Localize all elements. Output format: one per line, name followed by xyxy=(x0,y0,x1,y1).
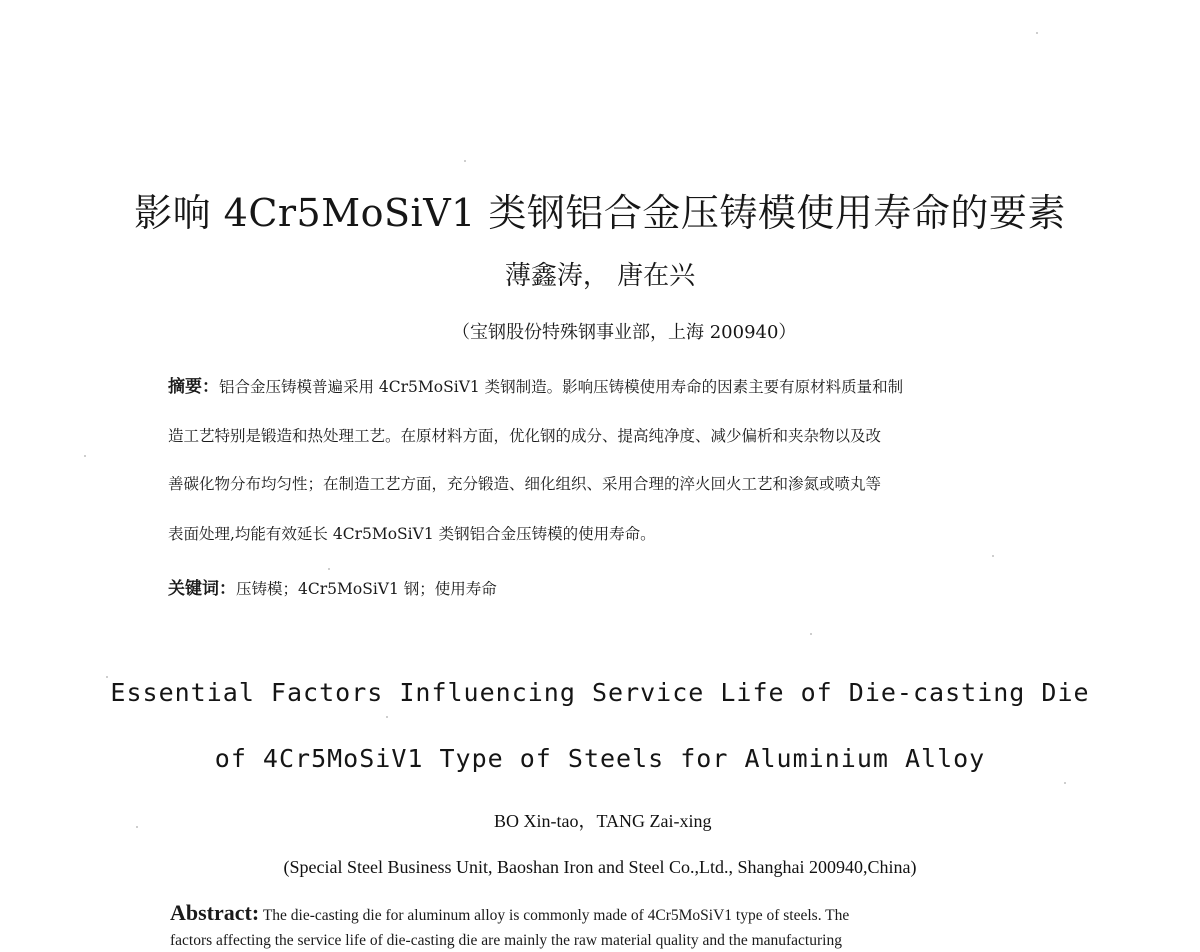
chinese-keywords xyxy=(168,574,1036,599)
scan-speck xyxy=(464,160,466,162)
chinese-abstract-text: 铝合金压铸模普遍采用 4Cr5MoSiV1 类钢制造。影响压铸模使用寿命的因素主要有原材料质量和制 xyxy=(219,378,904,396)
scan-speck xyxy=(992,555,994,557)
scan-speck xyxy=(84,455,86,457)
chinese-title: 影响 4Cr5MoSiV1 类钢铝合金压铸模使用寿命的要素 xyxy=(134,191,1066,235)
chinese-affiliation: （宝钢股份特殊钢事业部，上海 200940） xyxy=(452,322,797,343)
scan-speck xyxy=(136,826,138,828)
chinese-abstract-line-1 xyxy=(168,372,1036,397)
chinese-abstract-label: 摘要： xyxy=(168,377,219,397)
english-affiliation: (Special Steel Business Unit, Baoshan Iron and Steel Co.,Ltd., Shanghai 200940,China) xyxy=(283,857,917,877)
chinese-keywords-label: 关键词： xyxy=(168,579,236,599)
scan-speck xyxy=(1036,32,1038,34)
scan-speck xyxy=(1064,782,1066,784)
scan-speck xyxy=(810,633,812,635)
scan-speck xyxy=(386,716,388,718)
chinese-abstract-line-4: 表面处理,均能有效延长 4Cr5MoSiV1 类钢铝合金压铸模的使用寿命。 xyxy=(168,525,656,543)
english-abstract-line-1 xyxy=(170,900,1036,926)
english-abstract-line-2: factors affecting the service life of die-casting die are mainly the raw material quality and the manufacturing xyxy=(170,932,842,949)
english-abstract-label: Abstract: xyxy=(170,900,260,925)
chinese-authors: 薄鑫涛， 唐在兴 xyxy=(504,261,696,291)
chinese-abstract-line-2: 造工艺特别是锻造和热处理工艺。在原材料方面，优化钢的成分、提高纯净度、减少偏析和夹杂物以及改 xyxy=(168,427,882,445)
english-abstract-text-1: The die-casting die for aluminum alloy is commonly made of 4Cr5MoSiV1 type of steels. The xyxy=(262,907,850,924)
scan-speck xyxy=(106,676,108,678)
english-title-line-2: of 4Cr5MoSiV1 Type of Steels for Aluminium Alloy xyxy=(214,744,986,773)
chinese-keywords-text: 压铸模；4Cr5MoSiV1 钢；使用寿命 xyxy=(236,580,497,598)
english-title-line-1: Essential Factors Influencing Service Life of Die-casting Die xyxy=(110,678,1090,707)
chinese-abstract-line-3: 善碳化物分布均匀性；在制造工艺方面，充分锻造、细化组织、采用合理的淬火回火工艺和渗氮或喷丸等 xyxy=(168,475,882,493)
english-authors: BO Xin-tao，TANG Zai-xing xyxy=(494,811,712,831)
scan-speck xyxy=(328,568,330,570)
